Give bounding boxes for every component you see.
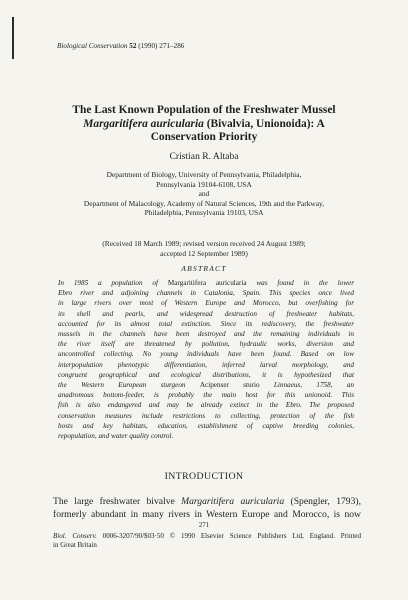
- abstract-heading: ABSTRACT: [181, 264, 227, 273]
- body-line-1a: The large freshwater bivalve: [53, 496, 182, 507]
- introduction-text: [53, 496, 361, 521]
- affiliation-line-3: and: [198, 189, 210, 199]
- abstract-line-8: uncontrolled collecting. No young individuals have been found. Based on low: [58, 350, 354, 359]
- abstract-line-3: in large rivers over most of Western Europe and Morocco, but overfishing for: [58, 299, 354, 308]
- footer-line-1: [53, 532, 361, 541]
- journal-year-pages: (1990) 271–286: [138, 42, 185, 50]
- affiliation-line-2: Pennsylvania 19104-6108, USA: [156, 179, 252, 189]
- received-line-1: (Received 18 March 1989; revised version received 24 August 1989;: [102, 239, 306, 248]
- title-species: Margaritifera auricularia: [83, 117, 204, 130]
- title-line-3: Conservation Priority: [150, 131, 258, 143]
- abstract-line-11a: the Western European sturgeon: [58, 381, 200, 390]
- journal-name: Biological Conservation: [57, 42, 128, 50]
- abstract-species: Margaritifera auricularia: [167, 279, 247, 287]
- page-number: 271: [198, 522, 210, 529]
- title-line-1: The Last Known Population of the Freshwater Mussel: [72, 104, 336, 116]
- abstract-line-13: fish is also endangered and may be already extinct in the Ebro. The proposed: [58, 401, 354, 410]
- body-line-1c: (Spengler, 1793),: [284, 496, 361, 507]
- copyright-footer: [53, 532, 361, 550]
- affiliation-line-5: Philadelphia, Pennsylvania 19103, USA: [144, 208, 264, 218]
- article-title: [40, 104, 368, 145]
- title-line-2: [40, 118, 368, 132]
- abstract-line-1c: was found in the lower: [246, 279, 354, 287]
- affiliation-line-1: Department of Biology, University of Pennsylvania, Philadelphia,: [106, 170, 302, 179]
- affiliation-line-4: Department of Malacology, Academy of Natural Sciences, 19th and the Parkway,: [83, 198, 325, 208]
- abstract-line-16: repopulation, and water quality control.: [58, 432, 174, 441]
- title-line-2-rest: (Bivalvia, Unionoida): A: [203, 117, 325, 130]
- abstract-line-12: anadromous bottom-feeder, is probably the main host for this unionoid. This: [58, 391, 354, 400]
- body-line-1: [53, 496, 361, 509]
- received-line-2: accepted 12 September 1989): [160, 248, 248, 258]
- abstract-line-11: [58, 380, 354, 390]
- abstract-line-1a: In 1985 a population of: [58, 279, 168, 287]
- binding-mark: [12, 17, 14, 59]
- abstract-line-10: congruent geographical and ecological distributions, it is hypothesized that: [58, 370, 354, 379]
- journal-reference: [57, 42, 184, 50]
- abstract-line-9: interpopulation phenotypic differentiation, inferred larval morphology, and: [58, 360, 354, 369]
- author-name: Cristian R. Altaba: [169, 151, 239, 162]
- abstract-line-7: the river itself are threatened by pollution, hydraulic works, diversion and: [58, 340, 354, 349]
- received-dates: [40, 239, 368, 258]
- abstract-line-2: Ebro river and adjoining channels in Catalonia, Spain. This species once lived: [58, 289, 354, 298]
- footer-line-1-rest: 0006-3207/90/$03·50 © 1990 Elsevier Science Publishers Ltd, England. Printed: [96, 532, 361, 540]
- abstract-line-1: [58, 278, 354, 288]
- author-affiliation: [40, 170, 368, 218]
- footer-line-2: in Great Britain: [53, 541, 97, 549]
- abstract-line-11c: Linnaeus, 1758, an: [259, 381, 355, 390]
- abstract-line-6: mussels in the channels have been destroyed and the remaining individuals in: [58, 330, 354, 339]
- introduction-heading: INTRODUCTION: [164, 471, 244, 482]
- abstract-line-14: conservation measures include restrictions to collecting, protection of the fish: [58, 411, 354, 420]
- body-line-2: formerly abundant in many rivers in Western Europe and Morocco, is now: [53, 508, 361, 520]
- abstract-line-5: accounted for its almost total extinction. Since its rediscovery, the freshwater: [58, 319, 354, 328]
- journal-volume: 52: [129, 42, 137, 50]
- body-species: Margaritifera auricularia: [181, 496, 285, 507]
- abstract-line-4: its shell and pearls, and widespread destruction of freshwater habitats,: [58, 309, 354, 318]
- abstract-host-species: Acipenser sturio: [199, 381, 260, 390]
- abstract-line-15: hosts and key habitats, education, establishment of captive breeding colonies,: [58, 421, 354, 430]
- abstract-body: [58, 278, 354, 441]
- footer-journal-abbrev: Biol. Conserv.: [53, 532, 97, 540]
